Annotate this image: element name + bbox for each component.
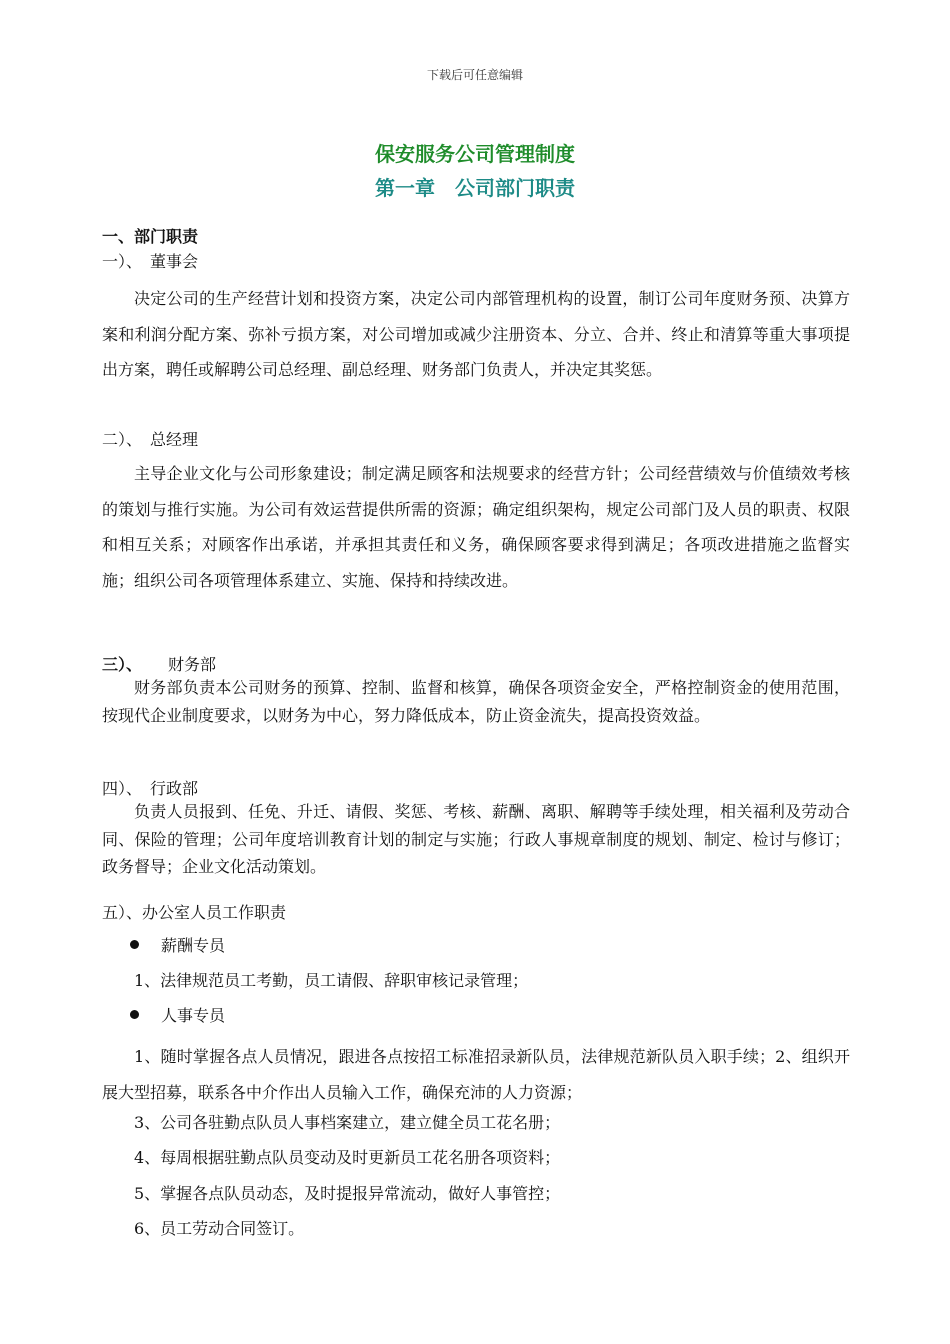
list-item: 6、员工劳动合同签订。 bbox=[134, 1219, 305, 1238]
subsection-label-office: 五）、办公室人员工作职责 bbox=[102, 903, 287, 922]
subsection-number: 三）、 bbox=[102, 655, 143, 674]
subsection-label-board: 一）、 董事会 bbox=[102, 252, 199, 271]
paragraph-board: 决定公司的生产经营计划和投资方案，决定公司内部管理机构的设置，制订公司年度财务预、决算方案和利润分配方案、弥补亏损方案，对公司增加或减少注册资本、分立、合并、终止和清算等重大事项提出方案，聘任或解聘公司总经理、副总经理、财务部门负责人，并决定其奖惩。 bbox=[102, 289, 850, 379]
subsection-name: 财务部 bbox=[168, 655, 217, 674]
subsection-label-gm: 二）、 总经理 bbox=[102, 430, 199, 449]
paragraph-admin: 负责人员报到、任免、升迁、请假、奖惩、考核、薪酬、离职、解聘等手续处理，相关福利及劳动合同、保险的管理；公司年度培训教育计划的制定与实施；行政人事规章制度的规划、制定、检讨与修订；政务督导；企业文化活动策划。 bbox=[102, 802, 850, 876]
subsection-label-admin: 四）、 行政部 bbox=[102, 779, 199, 798]
list-item: 1、随时掌握各点人员情况，跟进各点按招工标准招录新队员，法律规范新队员入职手续；2、组织开展大型招募，联系各中介作出人员输入工作，确保充沛的人力资源； bbox=[102, 1047, 850, 1102]
bullet-label: 人事专员 bbox=[161, 1006, 226, 1025]
paragraph-finance: 财务部负责本公司财务的预算、控制、监督和核算，确保各项资金安全，严格控制资金的使用范围，按现代企业制度要求，以财务为中心，努力降低成本，防止资金流失，提高投资效益。 bbox=[102, 678, 850, 725]
bullet-salary bbox=[130, 933, 225, 956]
list-item: 1、法律规范员工考勤，员工请假、辞职审核记录管理； bbox=[134, 971, 529, 990]
list-item: 3、公司各驻勤点队员人事档案建立，建立健全员工花名册； bbox=[134, 1113, 561, 1132]
bullet-icon bbox=[130, 940, 139, 949]
list-item: 4、每周根据驻勤点队员变动及时更新员工花名册各项资料； bbox=[134, 1148, 561, 1167]
bullet-label: 薪酬专员 bbox=[161, 936, 226, 955]
bullet-icon bbox=[130, 1010, 139, 1019]
paragraph-gm: 主导企业文化与公司形象建设；制定满足顾客和法规要求的经营方针；公司经营绩效与价值绩效考核的策划与推行实施。为公司有效运营提供所需的资源；确定组织架构，规定公司部门及人员的职责、权限和相互关系；对顾客作出承诺，并承担其责任和义务，确保顾客要求得到满足；各项改进措施之监督实施；组织公司各项管理体系建立、实施、保持和持续改进。 bbox=[102, 464, 850, 590]
list-item: 5、掌握各点队员动态，及时提报异常流动，做好人事管控； bbox=[134, 1184, 561, 1203]
section-heading: 一、部门职责 bbox=[102, 227, 199, 246]
header-note: 下载后可任意编辑 bbox=[426, 68, 523, 82]
document-title: 保安服务公司管理制度 bbox=[375, 142, 575, 166]
chapter-title: 第一章 公司部门职责 bbox=[375, 176, 575, 200]
bullet-hr bbox=[130, 1003, 225, 1026]
subsection-label-finance bbox=[102, 652, 216, 675]
